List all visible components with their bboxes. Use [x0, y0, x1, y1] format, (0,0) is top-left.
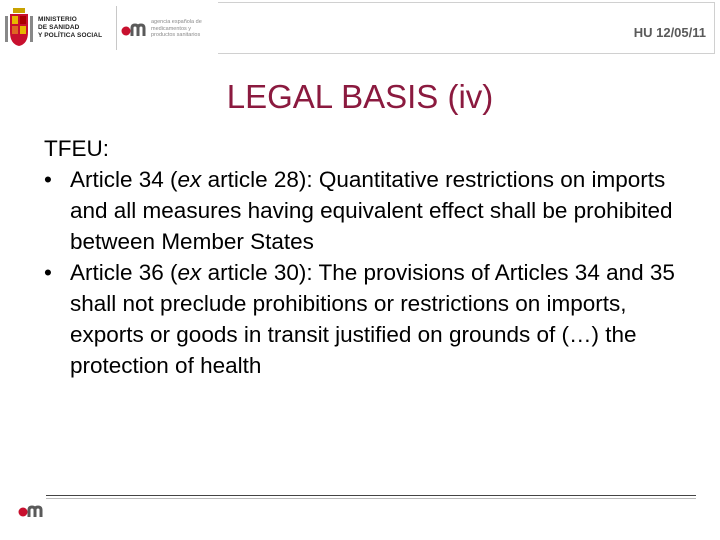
bullet-italic: ex: [177, 260, 202, 285]
ministry-logo: [4, 4, 114, 52]
footer-divider: [46, 495, 696, 499]
bullet-marker: •: [44, 167, 52, 192]
date-label: HU 12/05/11: [633, 25, 706, 40]
agency-logo: [121, 12, 216, 46]
coat-of-arms-icon: [4, 6, 34, 50]
aemps-logo-icon: [18, 501, 44, 519]
header-divider: [116, 6, 117, 50]
bullet-text: Article 34 (: [70, 167, 178, 192]
bullet-italic: ex: [177, 167, 202, 192]
bullet-item: [44, 257, 694, 381]
bullet-text: article 28): Quantitative restrictions on imports and all measures having equivalent effect shall be prohibited between Member States: [70, 167, 673, 254]
lead-text: TFEU:: [44, 136, 109, 161]
bullet-text: article 30): The provisions of Articles 34 and 35 shall not preclude prohibitions or restrictions on imports, exports or goods in transit justified on grounds of (…) the protection of health: [70, 260, 675, 378]
agency-name: [151, 19, 202, 39]
header: [0, 0, 720, 56]
header-frame: [218, 2, 715, 54]
agency-line: medicamentos y: [151, 25, 192, 32]
slide-title-text: LEGAL BASIS (iv): [226, 78, 494, 115]
bullet-marker: •: [44, 260, 52, 285]
slide-body: [44, 133, 694, 381]
aemps-logo-icon: [121, 19, 147, 39]
ministry-line: MINISTERIO: [38, 16, 77, 23]
slide-title: [0, 77, 720, 117]
agency-line: productos sanitarios: [151, 32, 201, 39]
bullet-list: [44, 164, 694, 381]
ministry-line: Y POLÍTICA SOCIAL: [38, 32, 103, 39]
bullet-item: [44, 164, 694, 257]
ministry-name: [38, 16, 102, 40]
agency-line: agencia española de: [151, 19, 202, 26]
bullet-text: Article 36 (: [70, 260, 178, 285]
ministry-line: DE SANIDAD: [38, 24, 80, 31]
